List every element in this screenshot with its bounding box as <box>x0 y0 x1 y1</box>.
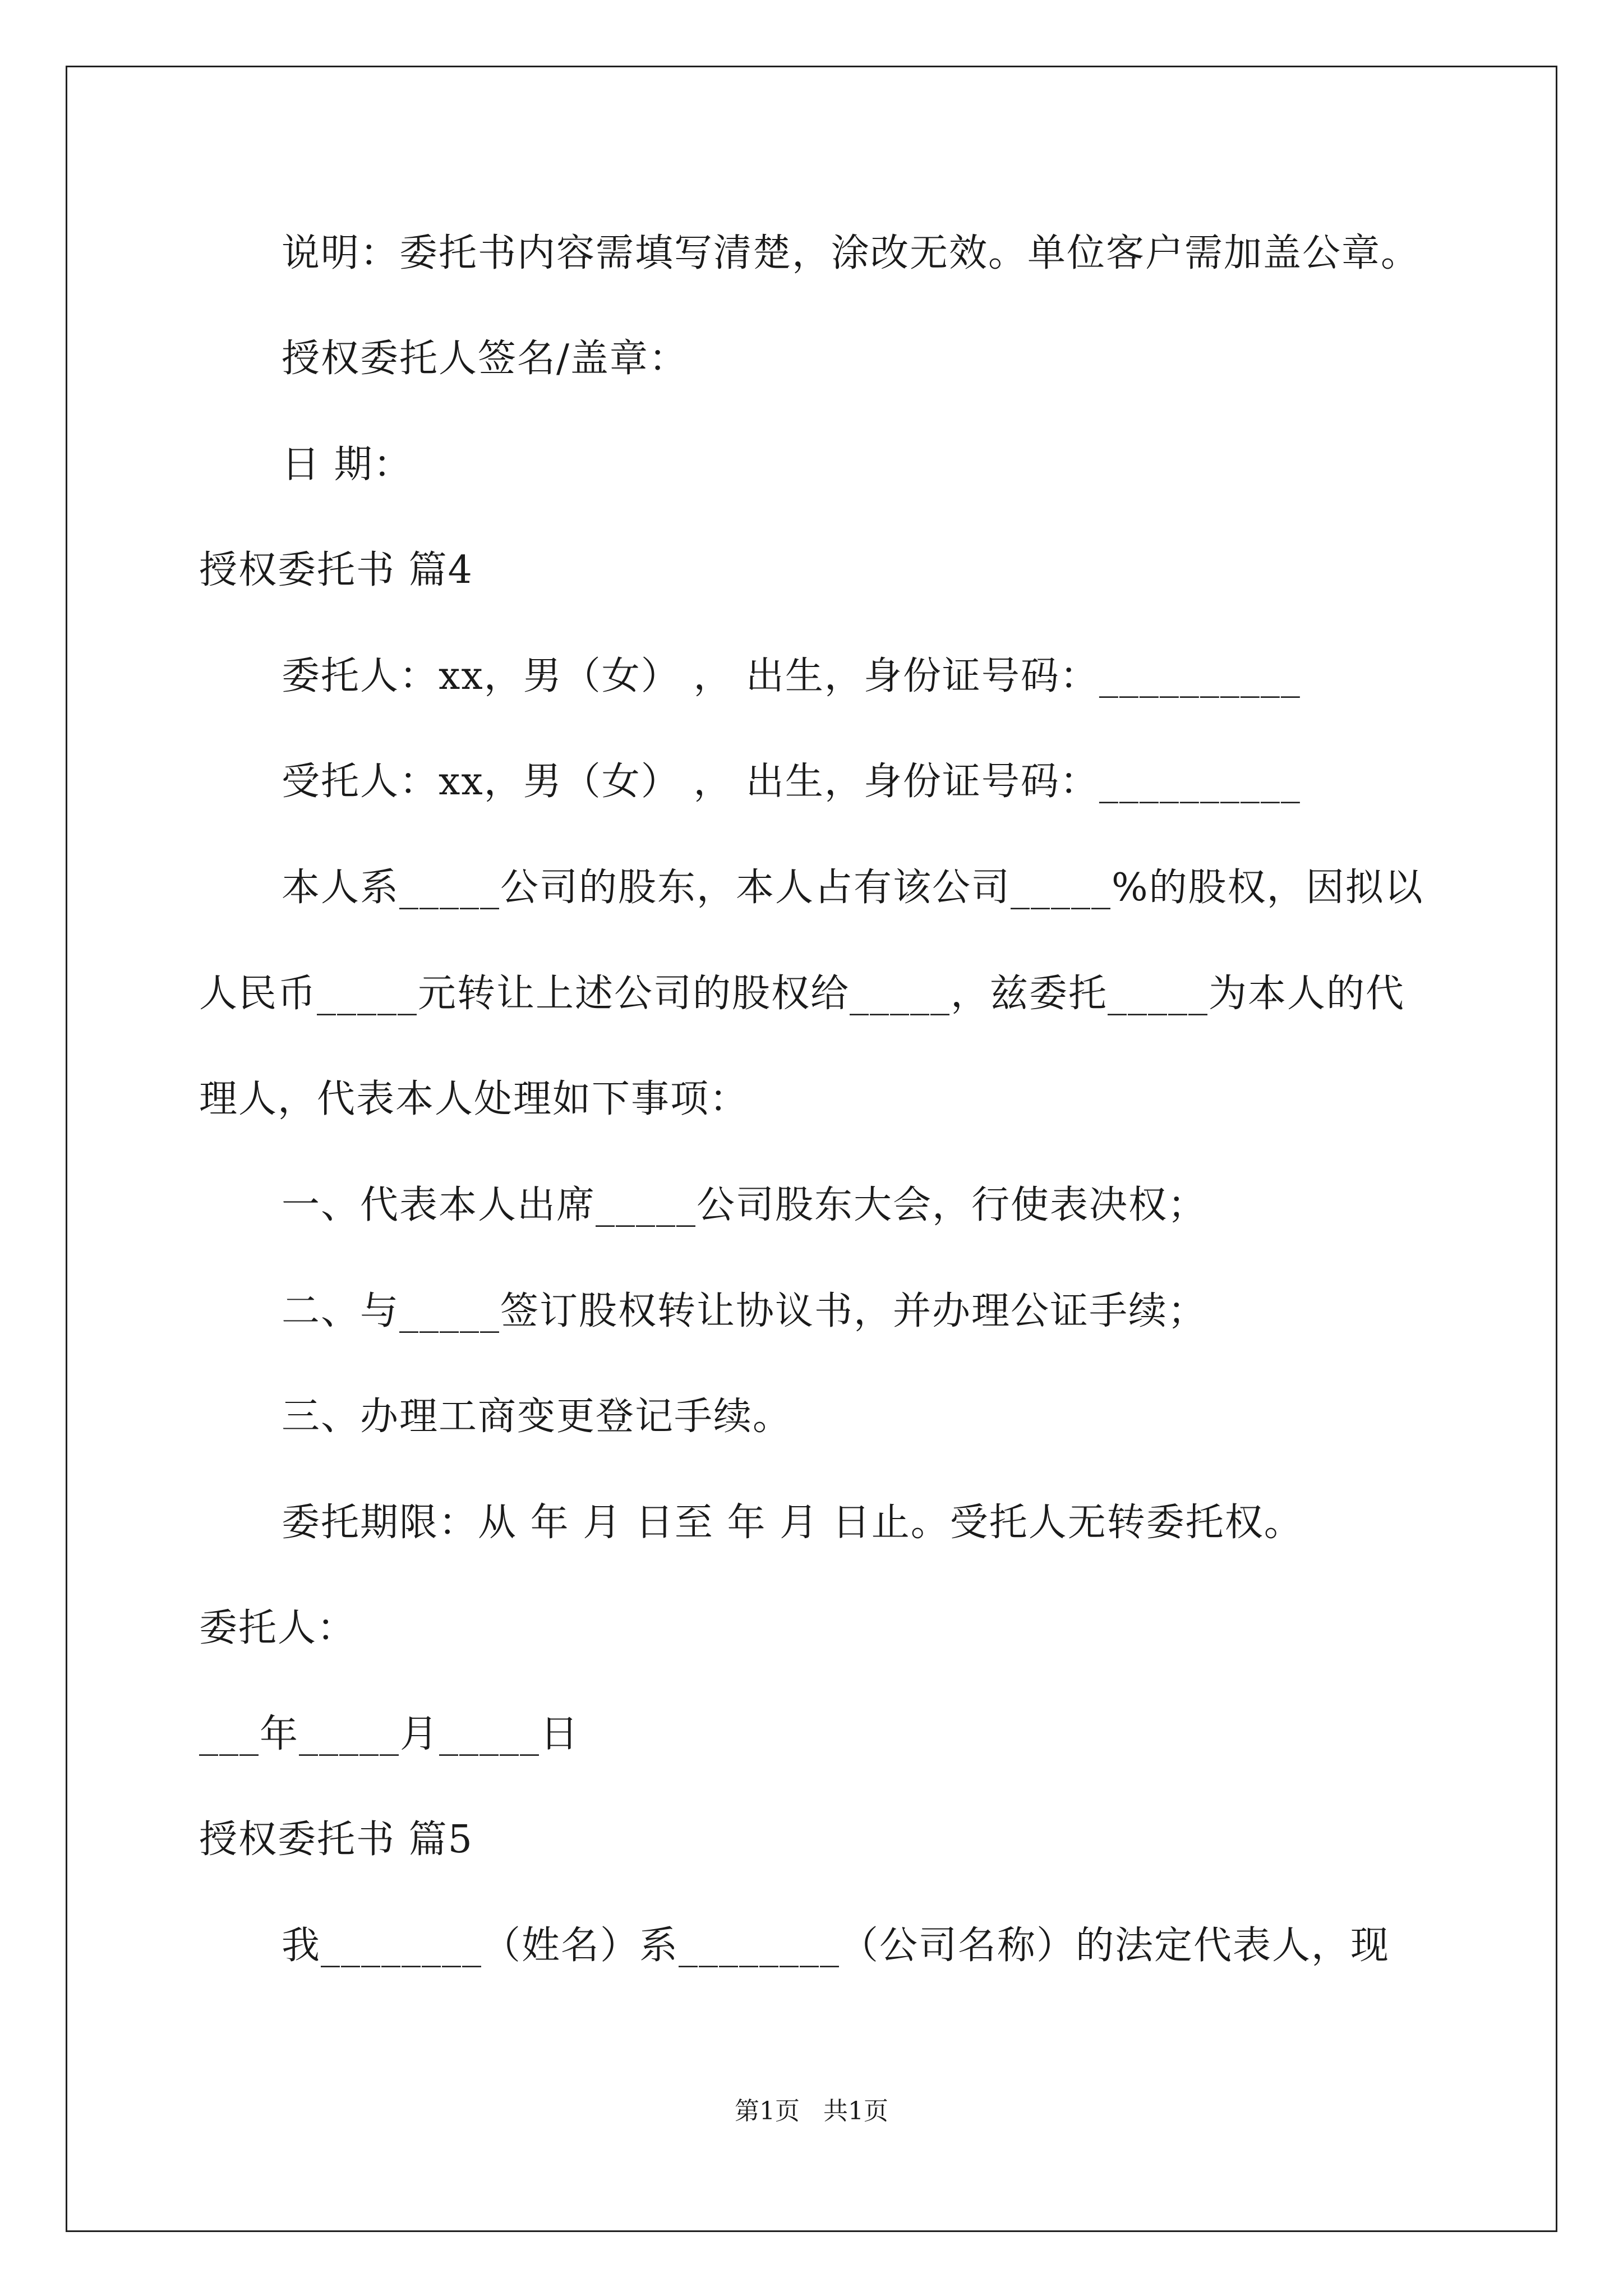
page-border <box>66 66 1557 2232</box>
date-line: 日 期： <box>282 443 413 487</box>
item-1: 一、代表本人出席_____公司股东大会，行使表决权； <box>282 1183 1207 1227</box>
section-heading-4: 授权委托书 篇4 <box>199 548 473 592</box>
body-paragraph-line-3: 理人，代表本人处理如下事项： <box>199 1077 749 1121</box>
item-2: 二、与_____签订股权转让协议书，并办理公证手续； <box>282 1289 1207 1333</box>
principal-line: 委托人：xx，男（女） ， 出生，身份证号码：__________ <box>282 654 1301 698</box>
section-5-first-line: 我________（姓名）系________（公司名称）的法定代表人，现 <box>282 1924 1390 1968</box>
body-paragraph-line-1: 本人系_____公司的股东，本人占有该公司_____%的股权，因拟以 <box>282 866 1424 910</box>
agent-line: 受托人：xx，男（女） ， 出生，身份证号码：__________ <box>282 760 1301 804</box>
sign-date-line: ___年_____月_____日 <box>199 1712 580 1756</box>
signature-line: 授权委托人签名/盖章： <box>282 337 688 381</box>
body-paragraph-line-2: 人民币_____元转让上述公司的股权给_____，兹委托_____为本人的代 <box>199 972 1405 1016</box>
page-footer: 第1页 共1页 <box>735 2097 888 2125</box>
item-3: 三、办理工商变更登记手续。 <box>282 1395 792 1439</box>
principal-sign-line: 委托人： <box>199 1606 357 1650</box>
term-line: 委托期限：从 年 月 日至 年 月 日止。受托人无转委托权。 <box>282 1501 1303 1545</box>
note-line: 说明：委托书内容需填写清楚，涂改无效。单位客户需加盖公章。 <box>282 231 1421 275</box>
section-heading-5: 授权委托书 篇5 <box>199 1818 473 1862</box>
